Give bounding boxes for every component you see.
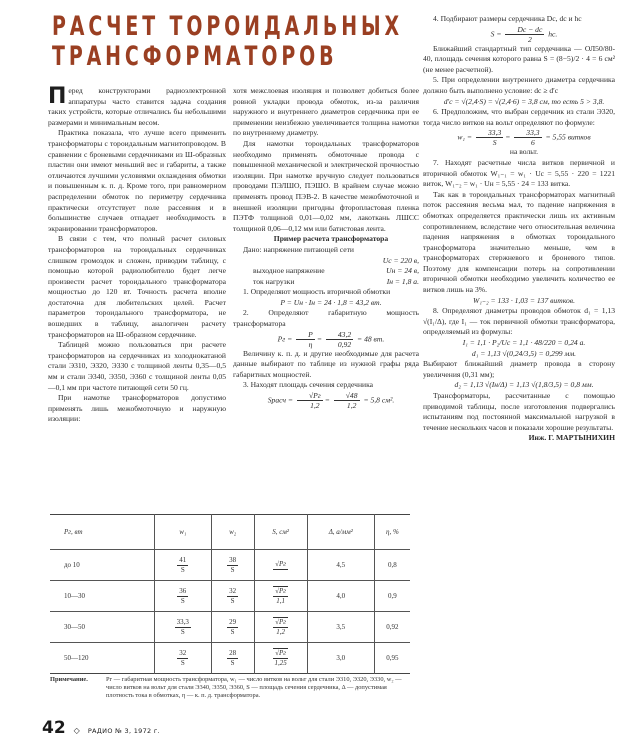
cell-delta: 3,0 [307,643,374,674]
step-4: 4. Подбирают размеры сердечника Dc, dc и hc [433,14,582,23]
column-3 [423,14,615,444]
col-header: Pг, вт [50,515,154,550]
note-text: Pг — габаритная мощность трансформатора, w₁ — число витков на вольт для стали Э310, Э320, Э330, w₂ — число витков на вольт для стали Э340, Э350, Э360, S — площадь сечения сердечника, Δ — допустимая плотность тока в обмотках, η — к. п. д. трансформатора. [106,676,402,699]
col-header: S, см² [254,515,307,550]
formula-core-area: Sрасч = $\frac{√Pг}{1,2}$ = $\frac{√48}{1,2}$ = 5,8 см². [267,391,395,411]
diamond-icon: ◇ [73,726,80,735]
formula-turns-per-volt: w₁ = $\frac{33,3}{S}$ = $\frac{33,3}{6}$ = 5,55 витков [457,128,591,148]
cell-area: $\frac{√Pг}{1,1}$ [254,581,307,612]
example-heading: Пример расчета трансформатора [273,234,389,244]
formula-power: P = Uн · Iн = 24 · 1,8 = 43,2 вт. [280,297,382,307]
paragraph: хотя межслоевая изоляция и позволяет добиться более ровной укладки провода обмоток, из-за различия наружного и внутреннего диаметров сердечника при ее применении неизбежно увеличивается толщина намотки по внутреннему диаметру. [233,86,419,138]
cell-delta: 4,5 [307,550,374,581]
cell-w1: $\frac{32}{S}$ [154,643,211,674]
drop-cap: П [48,84,67,109]
cell-power: 50—120 [50,643,154,674]
article-title [52,12,403,72]
table-row [50,643,410,674]
cell-eta: 0,92 [374,612,410,643]
paragraph: Величину к. п. д. и другие необходимые для расчета данные выбирают по таблице из нужной графы ряда габаритных мощностей. [233,348,419,379]
cell-w2: $\frac{28}{S}$ [211,643,254,674]
formula-inner-diameter: d′c = √(2,4·S) = √(2,4·6) = 3,8 см, то есть 5 > 3,8. [443,96,605,106]
col-header: w₂ [211,515,254,550]
magazine-issue: РАДИО № 3, 1972 г. [87,727,160,735]
page-footer [42,718,160,738]
given-output: выходное напряжение Uн = 24 в, [253,266,419,276]
paragraph: Для намотки тороидальных трансформаторов необходимо применять обмоточные провода с повышенной механической и электрической прочностью изоляции. При намотке вручную следует пользоваться проводами ПЭЛШО, ПЭШО. В крайнем случае можно применять провод ПЭВ-2. В качестве межобмоточной и внешней изоляции пригодны фторопластовая пленка ПЭТФ толщиной 0,01—0,02 мм, лакоткань ЛШСС толщиной 0,06—0,12 мм или батистовая лента. [233,138,419,233]
cell-eta: 0,9 [374,581,410,612]
paragraph: В связи с тем, что полный расчет силовых трансформаторов на тороидальных сердечниках слишком громоздок и сложен, приводим таблицу, с помощью которой радиолюбителю будет легче произвести расчет тороидального трансформатора мощностью до 120 вт. Точность расчета вполне достаточна для любительских целей. Расчет параметров тороидального трансформатора, не вошедших в таблицу, аналогичен расчету трансформаторов на Ш-образном сердечнике. [48,234,226,339]
paragraph: Таблицей можно пользоваться при расчете трансформаторов на сердечниках из холоднокатаной стали Э310, Э320, Э330 с толщиной ленты 0,35—0,5 мм и стали Э340, Э350, Э360 с толщиной ленты 0,05—0,1 мм при частоте питающей сети 50 гц. [48,340,226,392]
given-current: ток нагрузки Iн = 1,8 а. [253,276,419,286]
cell-eta: 0,95 [374,643,410,674]
table-row [50,581,410,612]
formula-overall-power: Pг = $\frac{P}{\eta}$ = $\frac{43,2}{0,92}$ = 48 вт. [277,329,385,349]
column-2 [233,86,419,410]
step-8: 8. Определяют диаметры проводов обмоток d₁ = 1,13 √(I₁/Δ), где I₁ — ток первичной обмотки трансформатора, определяемый из формулы: [423,306,615,337]
col-header: w₁ [154,515,211,550]
formula-d2: d₂ = 1,13 √(Iн/Δ) = 1,13 √(1,8/3,5) = 0,8 мм. [454,380,594,390]
cell-w2: $\frac{32}{S}$ [211,581,254,612]
paragraph: При намотке трансформаторов допустимо применять лишь межобмоточную и наружную изоляции: [48,393,226,424]
step-6: 6. Предположим, что выбран сердечник из стали Э320, тогда число витков на вольт определяют по формуле: [423,107,615,127]
author-signature: Инж. Г. МАРТЫНИХИН [528,433,615,443]
table-note [50,676,412,700]
formula-primary-current: I₁ = 1,1 · P₂/Uc = 1,1 · 48/220 = 0,24 а. [462,338,586,348]
col-header: η, % [374,515,410,550]
table-row [50,550,410,581]
cell-w1: $\frac{33,3}{S}$ [154,612,211,643]
cell-w1: $\frac{36}{S}$ [154,581,211,612]
given-supply-value: Uc = 220 в, [382,255,419,265]
cell-power: 30—50 [50,612,154,643]
cell-delta: 4,0 [307,581,374,612]
paragraph: Выбирают ближайший диаметр провода в сторону увеличения (0,31 мм); [423,359,615,379]
step-7: 7. Находят расчетные числа витков первичной и вторичной обмоток W₁₋₁ = w₁ · Uc = 5,55 · 220 = 1221 виток, W₁₋₂ = w₁ · Uн = 5,55 · 24 = 133 витка. [423,157,615,189]
cell-eta: 0,8 [374,550,410,581]
step-3: 3. Находят площадь сечения сердечника [243,380,374,390]
paragraph: Трансформаторы, рассчитанные с помощью приводимой таблицы, после изготовления подвергались испытаниям под постоянной максимальной нагрузкой в течение нескольких часов и показали хорошие результаты. [423,391,615,432]
intro-paragraph: Перед конструкторами радиоэлектронной аппаратуры часто ставится задача создания таких устройств, которые отличались бы небольшими размерами и минимальным весом. [48,84,226,127]
cell-area: $\frac{√Pг}{1,2}$ [254,612,307,643]
page-number: 42 [42,718,66,738]
given-supply: Дано: напряжение питающей сети [243,244,354,254]
table-row [50,612,410,643]
cell-w2: $\frac{38}{S}$ [211,550,254,581]
cell-delta: 3,5 [307,612,374,643]
transformer-table [50,514,410,674]
col-header: Δ, а/мм² [307,515,374,550]
cell-power: до 10 [64,561,80,569]
paragraph: Ближайший стандартный тип сердечника — ОЛ50/80-40, площадь сечения которого равна S = (8−5)/2 · 4 = 6 см² (не менее расчетной). [423,43,615,74]
step-1: 1. Определяют мощность вторичной обмотки [243,287,391,297]
formula-corrected-turns: W₁₋₂ = 133 · 1,03 = 137 витков. [473,295,575,305]
step-2: 2. Определяют габаритную мощность трансформатора [233,308,419,329]
column-1 [48,86,226,425]
step-5: 5. При определении внутреннего диаметра сердечника должно быть выполнено условие: dc ≥ d′c [423,75,615,95]
title-line-2: ТРАНСФОРМАТОРОВ [52,41,338,72]
formula-tail: на вольт. [509,147,539,157]
table-header-row [50,515,410,550]
note-label: Примечание. [50,676,88,683]
cell-area: √Pг [254,550,307,581]
cell-area: $\frac{√Pг}{1,25}$ [254,643,307,674]
formula-d1: d₁ = 1,13 √(0,24/3,5) = 0,299 мм. [471,348,577,358]
cell-w1: $\frac{41}{S}$ [154,550,211,581]
paragraph: Практика показала, что лучше всего применить трансформаторы с тороидальным магнитопроводом. В сравнении с броневыми сердечниками из Ш-образных пластин они имеют меньший вес и габариты, а также отличаются лучшими условиями охлаждения обмотки и повышенным к. п. д. Кроме того, при равномерном распределении обмоток по периметру сердечника практически отсутствует поле рассеяния и в большинстве случаев отпадает необходимость в экранировании трансформаторов. [48,128,226,233]
formula-core-section: S = $\frac{Dc - dc}{2}$ hc. [490,24,558,44]
title-line-1: РАСЧЕТ ТОРОИДАЛЬНЫХ [52,11,404,42]
cell-power: 10—30 [50,581,154,612]
paragraph: Так как в тороидальных трансформаторах магнитный поток рассеяния весьма мал, то падение напряжения в обмотках определяется практически лишь их активным сопротивлением, вследствие чего относительная величина падения напряжения в обмотках тороидального трансформатора значительно меньше, чем в трансформаторах стержневого и броневого типов. Поэтому для компенсации потерь на сопротивлении вторичной обмотки необходимо увеличить количество ее витков лишь на 3%. [423,189,615,295]
cell-w2: $\frac{29}{S}$ [211,612,254,643]
